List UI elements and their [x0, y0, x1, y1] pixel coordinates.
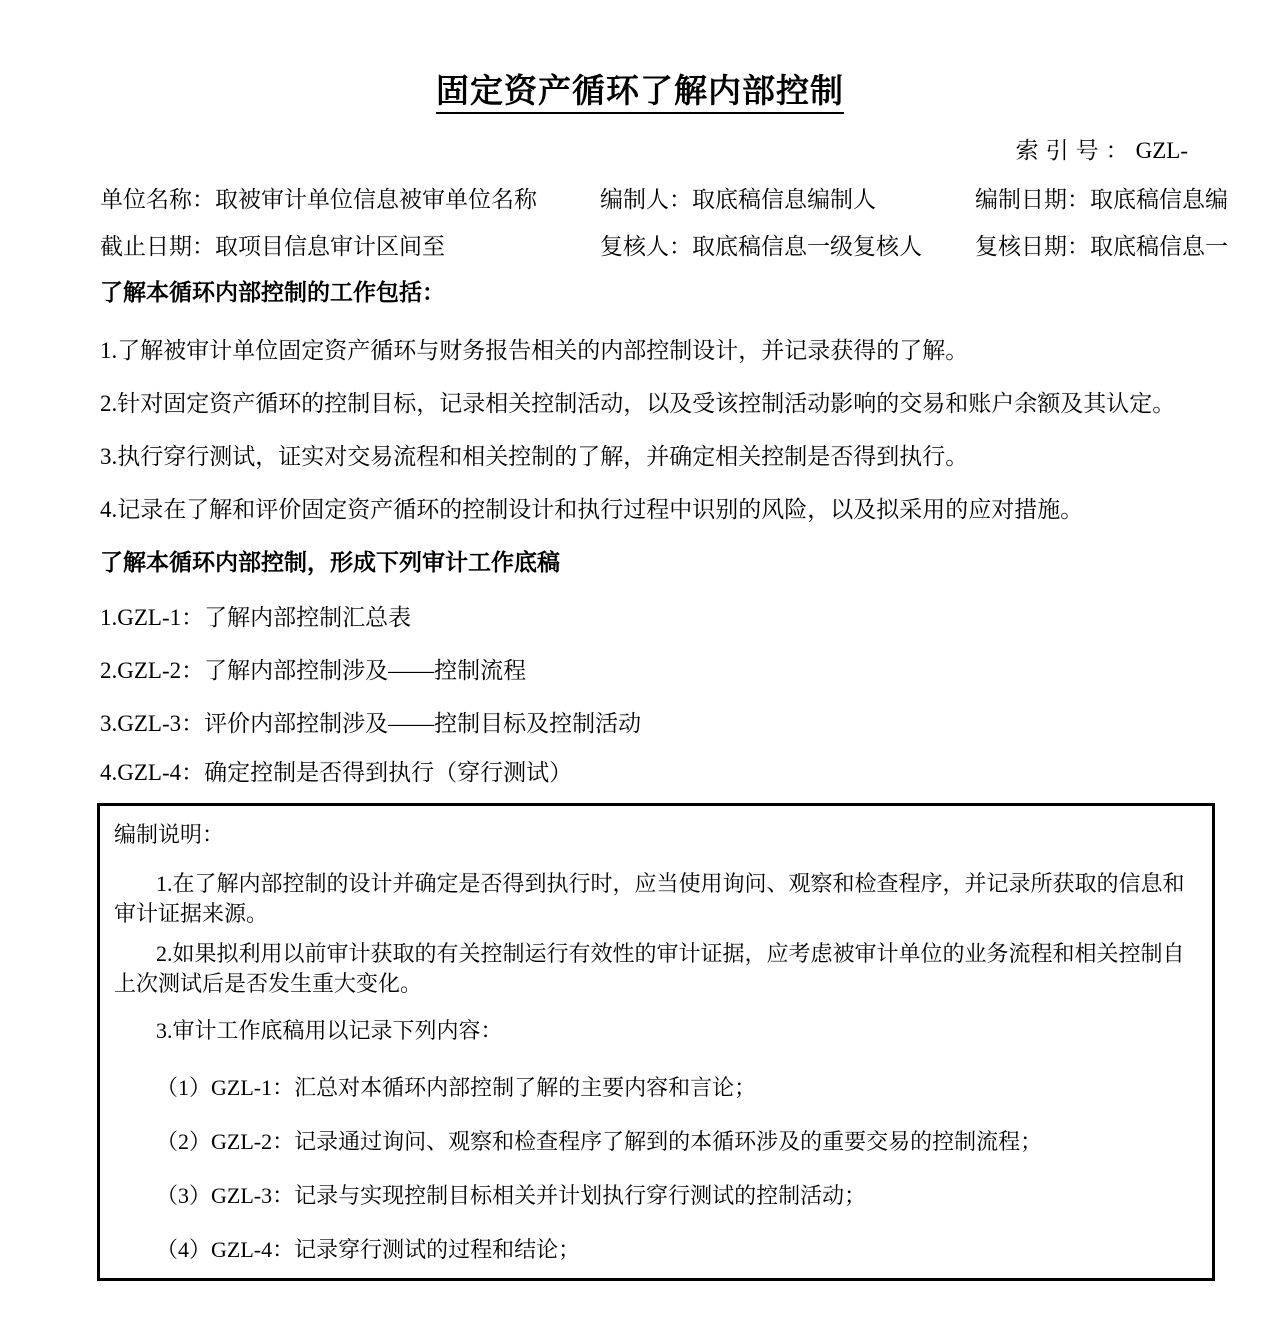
- section2-item-4: 4.GZL-4：确定控制是否得到执行（穿行测试）: [100, 760, 573, 785]
- reviewer-field: 复核人：取底稿信息一级复核人: [600, 234, 922, 259]
- preparation-notes-box: [97, 803, 1215, 1281]
- section1-heading: 了解本循环内部控制的工作包括：: [100, 280, 445, 305]
- meta-row-2: [100, 232, 1280, 262]
- page-title-text: 固定资产循环了解内部控制: [436, 74, 844, 114]
- section2-item-2: 2.GZL-2：了解内部控制涉及——控制流程: [100, 658, 527, 683]
- section1-item-1: 1.了解被审计单位固定资产循环与财务报告相关的内部控制设计，并记录获得的了解。: [100, 338, 969, 363]
- cutoff-date-field: 截止日期：取项目信息审计区间至: [100, 234, 445, 259]
- index-number-value: GZL-: [1135, 138, 1188, 163]
- unit-name-field: 单位名称：取被审计单位信息被审单位名称: [100, 187, 537, 212]
- section2-item-3: 3.GZL-3：评价内部控制涉及——控制目标及控制活动: [100, 711, 642, 736]
- note-paragraph-3: 3.审计工作底稿用以记录下列内容：: [156, 1018, 503, 1043]
- section1-item-2: 2.针对固定资产循环的控制目标，记录相关控制活动，以及受该控制活动影响的交易和账户余额及其认定。: [100, 391, 1176, 416]
- note-paragraph-1: 1.在了解内部控制的设计并确定是否得到执行时，应当使用询问、观察和检查程序，并记录所获取的信息和审计证据来源。: [114, 871, 1185, 926]
- note-sub-item-2: （2）GZL-2：记录通过询问、观察和检查程序了解到的本循环涉及的重要交易的控制流程；: [156, 1129, 1043, 1154]
- page-title: [0, 72, 1280, 112]
- section1-item-3: 3.执行穿行测试，证实对交易流程和相关控制的了解，并确定相关控制是否得到执行。: [100, 444, 969, 469]
- section2-heading: 了解本循环内部控制，形成下列审计工作底稿: [100, 550, 560, 575]
- note-sub-item-1: （1）GZL-1：汇总对本循环内部控制了解的主要内容和言论；: [156, 1075, 757, 1100]
- note-sub-item-4: （4）GZL-4：记录穿行测试的过程和结论；: [156, 1237, 581, 1262]
- index-number-label: 索引号：: [1015, 138, 1136, 163]
- preparation-notes-content: [100, 806, 1212, 1278]
- index-number-line: [1016, 135, 1188, 167]
- section2-item-1: 1.GZL-1：了解内部控制汇总表: [100, 605, 412, 630]
- section1-item-4: 4.记录在了解和评价固定资产循环的控制设计和执行过程中识别的风险，以及拟采用的应对措施。: [100, 497, 1084, 522]
- prepare-date-field: 编制日期：取底稿信息编: [975, 187, 1228, 212]
- note-paragraph-2: 2.如果拟利用以前审计获取的有关控制运行有效性的审计证据，应考虑被审计单位的业务流程和相关控制自上次测试后是否发生重大变化。: [114, 941, 1185, 996]
- note-heading: 编制说明：: [114, 822, 225, 847]
- meta-row-1: [100, 185, 1280, 215]
- preparer-field: 编制人：取底稿信息编制人: [600, 187, 876, 212]
- note-sub-item-3: （3）GZL-3：记录与实现控制目标相关并计划执行穿行测试的控制活动；: [156, 1183, 867, 1208]
- review-date-field: 复核日期：取底稿信息一: [975, 234, 1228, 259]
